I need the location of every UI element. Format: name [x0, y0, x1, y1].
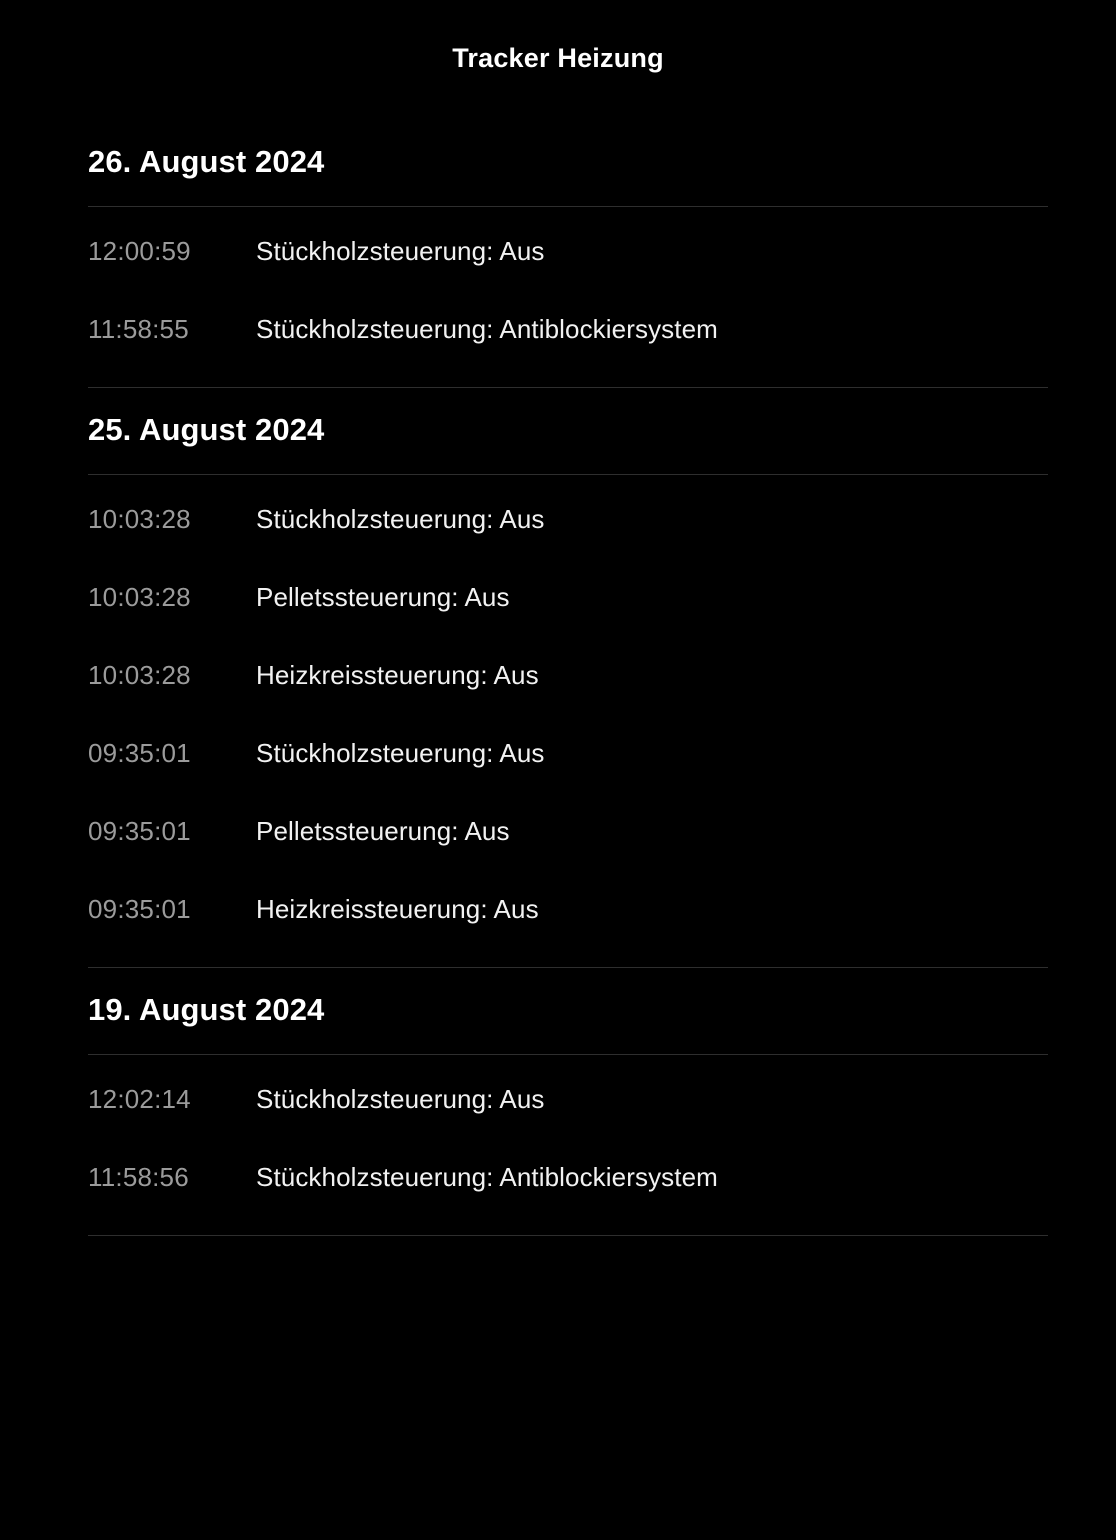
entry-time: 09:35:01 — [88, 738, 191, 768]
page-title: Tracker Heizung — [452, 42, 664, 73]
list-item[interactable] — [88, 637, 1048, 715]
entry-time: 12:02:14 — [88, 1084, 191, 1114]
list-item[interactable] — [88, 481, 1048, 559]
entry-list — [88, 475, 1048, 949]
day-header: 26. August 2024 — [88, 144, 325, 179]
entry-time: 12:00:59 — [88, 236, 191, 266]
list-item[interactable] — [88, 291, 1048, 369]
titlebar — [0, 0, 1116, 116]
day-group — [88, 116, 1048, 388]
list-item[interactable] — [88, 1139, 1048, 1217]
entry-time: 09:35:01 — [88, 816, 191, 846]
entry-text: Heizkreissteuerung: Aus — [256, 894, 539, 924]
list-item[interactable] — [88, 559, 1048, 637]
list-item[interactable] — [88, 715, 1048, 793]
entry-text: Stückholzsteuerung: Aus — [256, 738, 545, 768]
entry-list — [88, 207, 1048, 369]
entry-text: Pelletssteuerung: Aus — [256, 582, 510, 612]
day-header: 19. August 2024 — [88, 992, 325, 1027]
entry-time: 10:03:28 — [88, 582, 191, 612]
entry-time: 11:58:56 — [88, 1162, 189, 1192]
entry-text: Heizkreissteuerung: Aus — [256, 660, 539, 690]
entry-time: 11:58:55 — [88, 314, 189, 344]
list-item[interactable] — [88, 213, 1048, 291]
list-item[interactable] — [88, 793, 1048, 871]
day-header: 25. August 2024 — [88, 412, 325, 447]
entry-text: Stückholzsteuerung: Antiblockiersystem — [256, 1162, 718, 1192]
entry-time: 09:35:01 — [88, 894, 191, 924]
entry-text: Stückholzsteuerung: Aus — [256, 504, 545, 534]
entry-time: 10:03:28 — [88, 660, 191, 690]
entry-time: 10:03:28 — [88, 504, 191, 534]
entry-list — [88, 1055, 1048, 1217]
entry-text: Stückholzsteuerung: Aus — [256, 1084, 545, 1114]
tracker-list[interactable] — [0, 116, 1116, 1236]
day-group — [88, 388, 1048, 968]
list-item[interactable] — [88, 1061, 1048, 1139]
list-item[interactable] — [88, 871, 1048, 949]
group-divider — [88, 1235, 1048, 1236]
entry-text: Pelletssteuerung: Aus — [256, 816, 510, 846]
entry-text: Stückholzsteuerung: Aus — [256, 236, 545, 266]
day-group — [88, 968, 1048, 1236]
entry-text: Stückholzsteuerung: Antiblockiersystem — [256, 314, 718, 344]
